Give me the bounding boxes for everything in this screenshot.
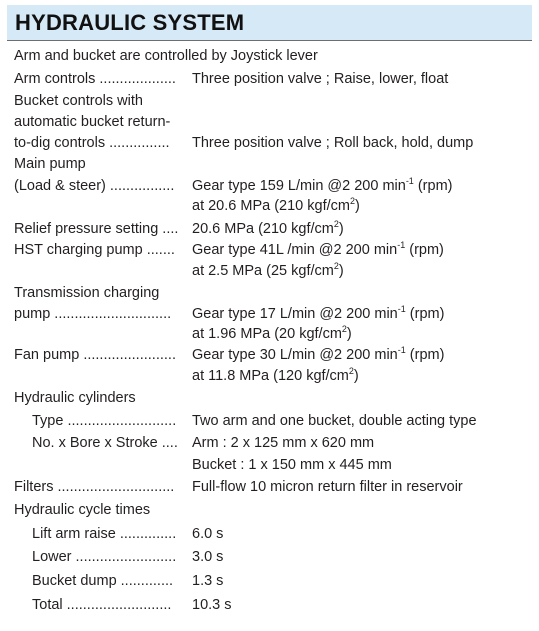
cycle-row-label: Lower ......................... (32, 549, 177, 565)
bucket-controls-label-2: automatic bucket return- (14, 114, 171, 130)
relief-pressure-label: Relief pressure setting .... (14, 221, 179, 237)
fan-pump-label: Fan pump ....................... (14, 347, 176, 363)
fan-pump-value-1: Gear type 30 L/min @2 200 $\min^{-1} (rpm)$ (192, 345, 445, 363)
cylinder-dims-bucket: Bucket : 1 x 150 mm x 445 mm (192, 457, 392, 473)
transmission-pump-value-1: Gear type 17 L/min @2 200 $\min^{-1} (rpm)$ (192, 304, 445, 322)
filters-label: Filters ............................. (14, 479, 175, 495)
cylinder-dims-label: No. x Bore x Stroke .... (32, 435, 178, 451)
header-divider (7, 40, 532, 41)
arm-controls-label: Arm controls ................... (14, 71, 176, 87)
cycle-times-heading: Hydraulic cycle times (14, 502, 151, 518)
intro-text: Arm and bucket are controlled by Joystick lever (14, 48, 318, 64)
fan-pump-value-2: at 11.8 MPa (120 kgf/$cm^2$) (192, 366, 359, 384)
hst-pump-value-1: Gear type 41L /min @2 200 $\min^{-1} (rpm)$ (192, 240, 444, 258)
cycle-row-label: Lift arm raise .............. (32, 526, 177, 542)
cycle-row-label: Total .......................... (32, 597, 172, 613)
transmission-pump-label-1: Transmission charging (14, 285, 160, 301)
section-header (7, 5, 532, 40)
cycle-row-value: 3.0 s (192, 549, 224, 565)
main-pump-value-1: Gear type 159 L/min @2 200 $\min^{-1} (rpm)$ (192, 176, 453, 194)
cylinder-dims-arm: Arm : 2 x 125 mm x 620 mm (192, 435, 375, 451)
bucket-controls-label-3: to-dig controls ............... (14, 135, 170, 151)
cylinder-type-value: Two arm and one bucket, double acting type (192, 413, 477, 429)
transmission-pump-label-2: pump ............................. (14, 306, 172, 322)
section-title: HYDRAULIC SYSTEM (15, 10, 245, 35)
cycle-row-value: 1.3 s (192, 573, 224, 589)
relief-pressure-value: 20.6 MPa (210 kgf/$cm^2$) (192, 219, 344, 237)
cycle-row-value: 6.0 s (192, 526, 224, 542)
main-pump-label-1: Main pump (14, 156, 86, 172)
cycle-row-label: Bucket dump ............. (32, 573, 174, 589)
bucket-controls-value: Three position valve ; Roll back, hold, dump (192, 135, 474, 151)
cylinder-type-label: Type ........................... (32, 413, 177, 429)
cylinders-heading: Hydraulic cylinders (14, 390, 136, 406)
main-pump-label-2: (Load & steer) ................ (14, 178, 175, 194)
bucket-controls-label-1: Bucket controls with (14, 93, 143, 109)
arm-controls-value: Three position valve ; Raise, lower, float (192, 71, 449, 87)
cycle-row-value: 10.3 s (192, 597, 232, 613)
transmission-pump-value-2: at 1.96 MPa (20 kgf/$cm^2$) (192, 324, 352, 342)
hst-pump-label: HST charging pump ....... (14, 242, 175, 258)
filters-value: Full-flow 10 micron return filter in reservoir (192, 479, 463, 495)
main-pump-value-2: at 20.6 MPa (210 kgf/$cm^2$) (192, 196, 360, 214)
hst-pump-value-2: at 2.5 MPa (25 kgf/$cm^2$) (192, 261, 344, 279)
